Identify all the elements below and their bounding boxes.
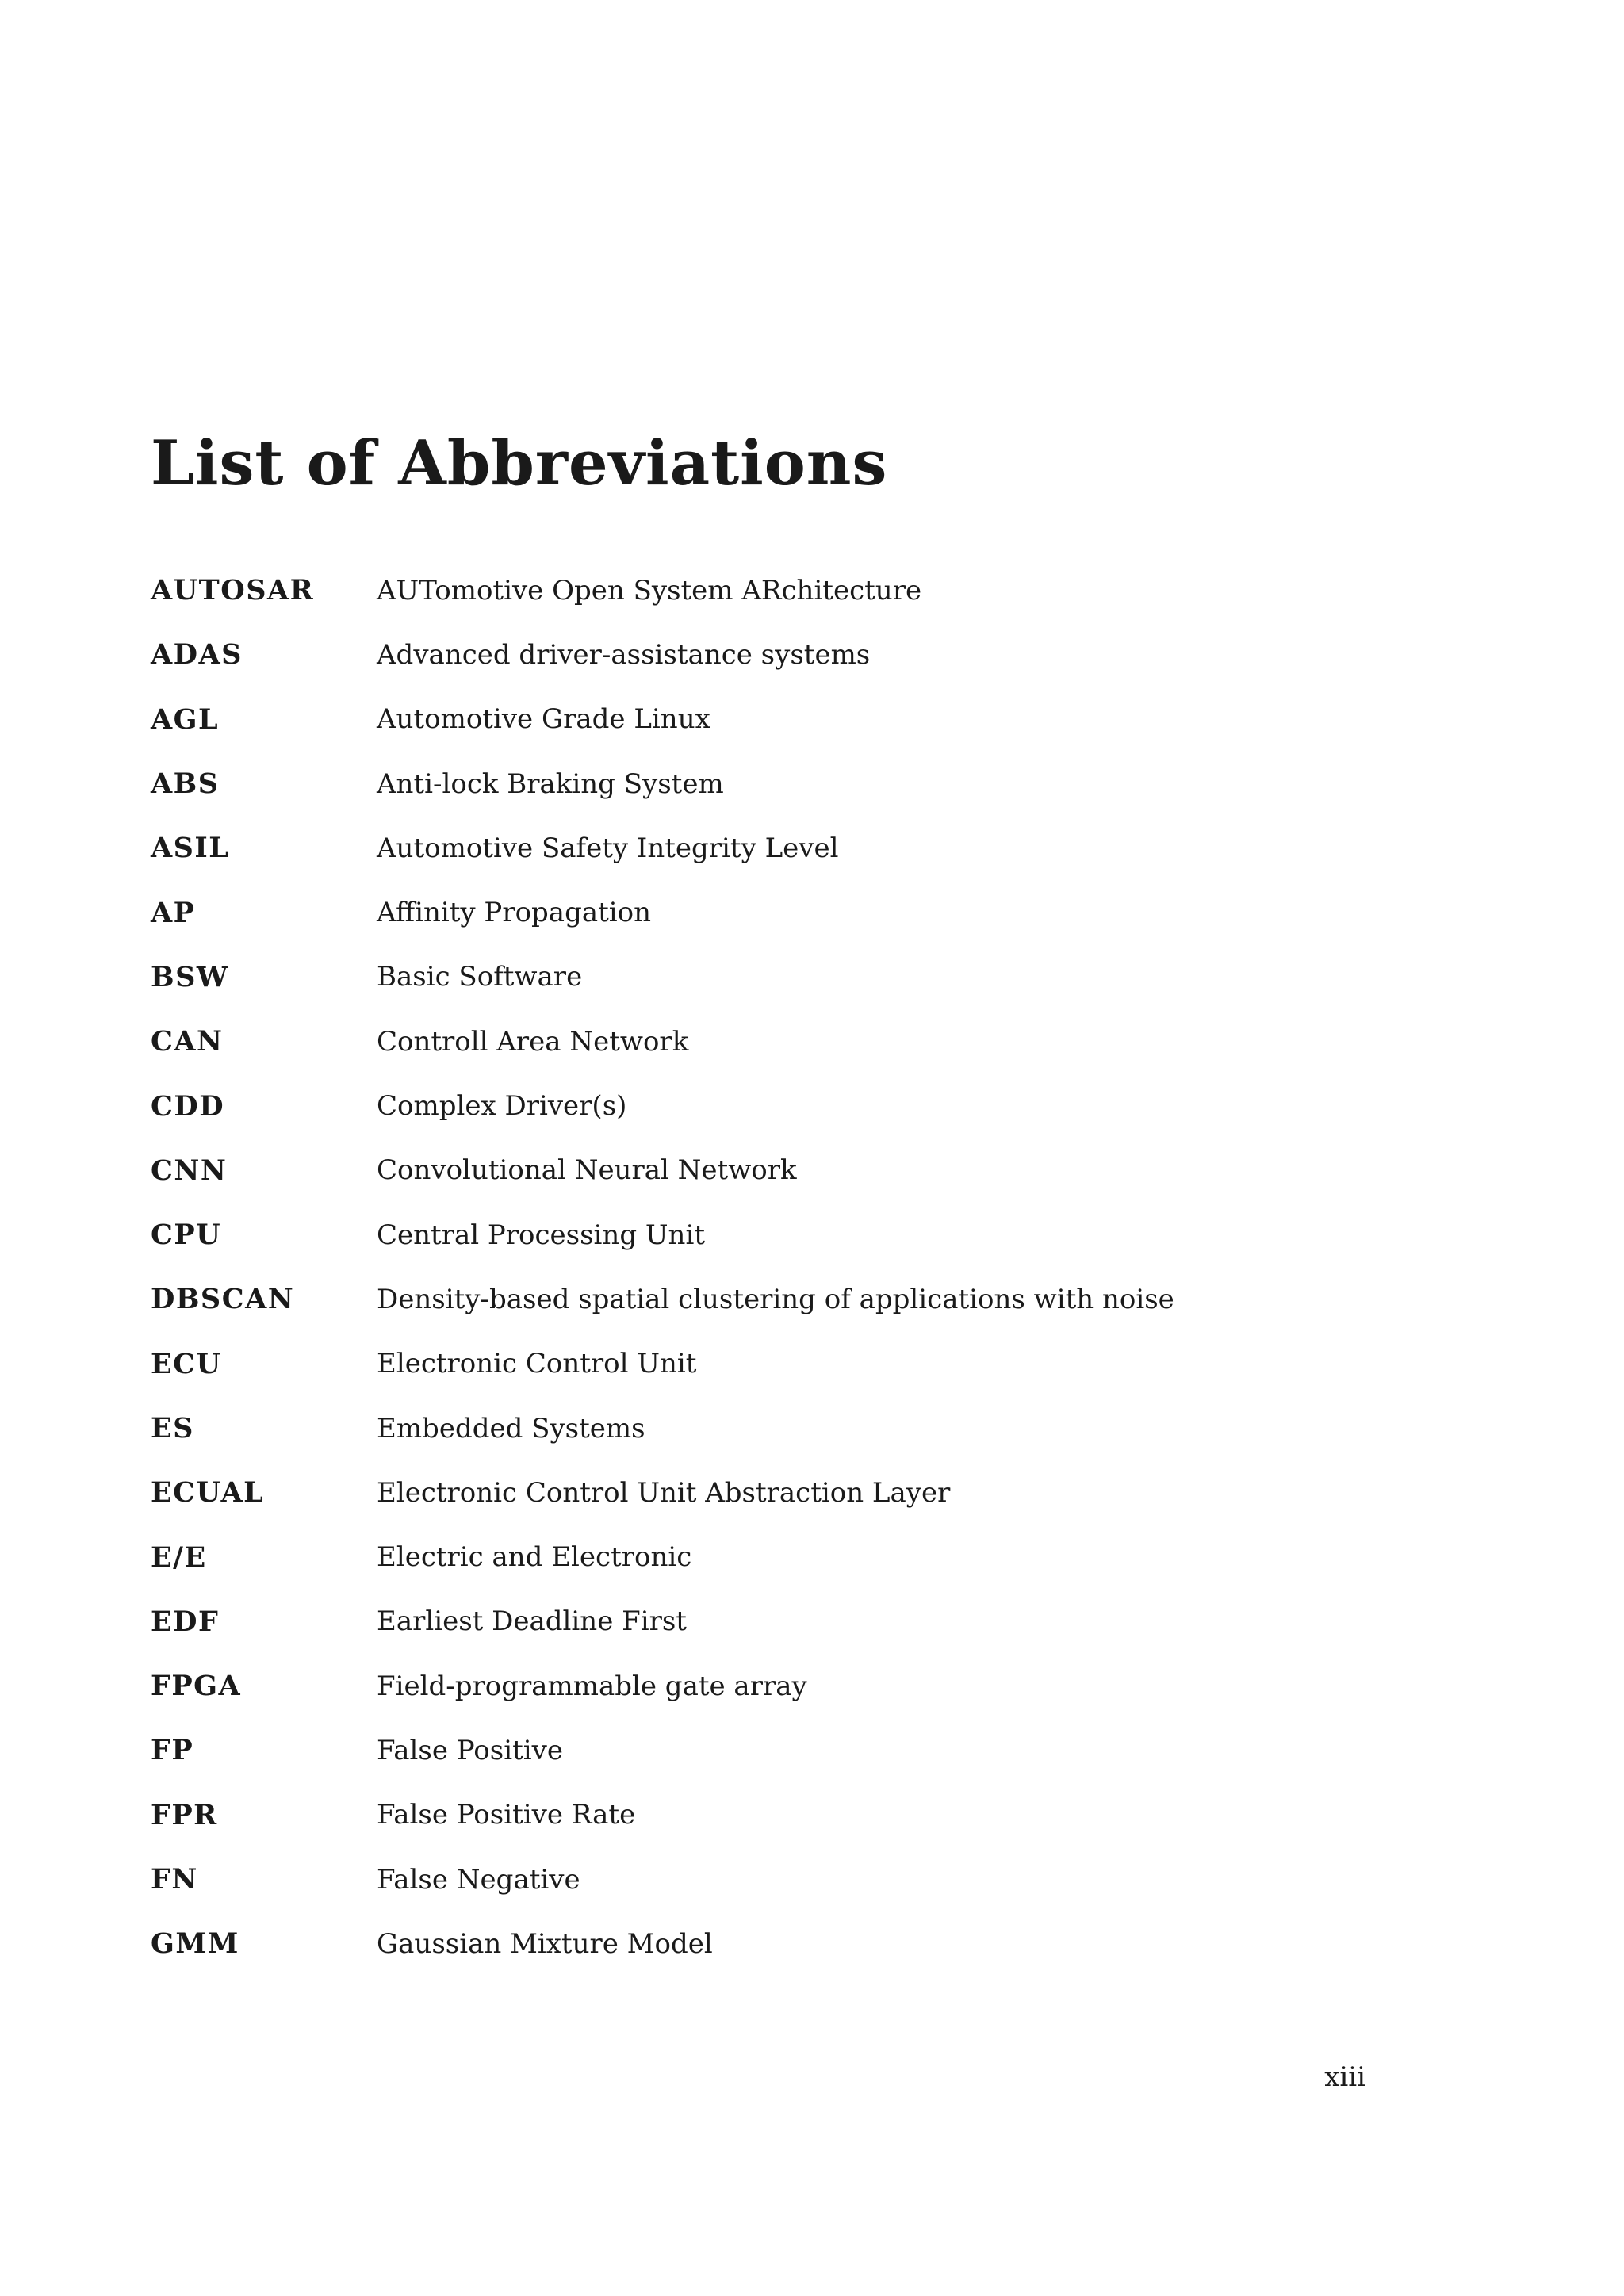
abbreviation-definition: Anti-lock Braking System: [377, 767, 724, 800]
abbreviation-definition: False Positive: [377, 1734, 563, 1766]
abbreviation-row: [151, 945, 1388, 1009]
abbreviation-definition: Earliest Deadline First: [377, 1605, 687, 1638]
abbreviation-definition: Electronic Control Unit Abstraction Layer: [377, 1476, 951, 1509]
abbreviation-term: FPR: [151, 1798, 218, 1831]
abbreviation-term: GMM: [151, 1927, 239, 1961]
abbreviation-term: ADAS: [151, 638, 243, 672]
abbreviation-definition: False Positive Rate: [377, 1799, 636, 1831]
abbreviation-row: [151, 1396, 1388, 1460]
abbreviation-row: [151, 1911, 1388, 1976]
abbreviation-term: E/E: [151, 1540, 207, 1574]
abbreviation-term: FN: [151, 1863, 198, 1896]
chapter-title: List of Abbreviations: [151, 427, 888, 499]
abbreviation-term: DBSCAN: [151, 1283, 295, 1316]
abbreviation-row: [151, 1847, 1388, 1911]
abbreviation-row: [151, 1073, 1388, 1138]
abbreviation-row: [151, 880, 1388, 944]
abbreviation-row: [151, 1267, 1388, 1331]
abbreviation-term: AUTOSAR: [151, 574, 315, 607]
abbreviation-term: ECUAL: [151, 1476, 265, 1510]
abbreviation-row: [151, 816, 1388, 880]
abbreviation-row: [151, 1332, 1388, 1396]
abbreviation-definition: Density-based spatial clustering of applications with noise: [377, 1283, 1174, 1315]
abbreviation-term: CAN: [151, 1025, 224, 1058]
abbreviation-row: [151, 1783, 1388, 1847]
abbreviation-term: BSW: [151, 960, 229, 993]
abbreviation-term: ASIL: [151, 832, 230, 865]
abbreviation-definition: Automotive Grade Linux: [377, 703, 710, 736]
abbreviation-row: [151, 622, 1388, 687]
abbreviation-term: AP: [151, 896, 196, 929]
abbreviation-definition: False Negative: [377, 1863, 580, 1896]
abbreviation-list: [151, 558, 1388, 1976]
abbreviation-row: [151, 1203, 1388, 1267]
abbreviation-term: FPGA: [151, 1670, 242, 1703]
abbreviation-row: [151, 1718, 1388, 1782]
abbreviation-row: [151, 1009, 1388, 1073]
abbreviation-definition: Gaussian Mixture Model: [377, 1927, 713, 1960]
abbreviation-row: [151, 687, 1388, 752]
abbreviation-definition: Central Processing Unit: [377, 1219, 705, 1251]
abbreviation-row: [151, 1138, 1388, 1203]
abbreviation-definition: AUTomotive Open System ARchitecture: [377, 574, 922, 607]
abbreviation-term: ABS: [151, 767, 220, 801]
abbreviation-term: CNN: [151, 1154, 228, 1187]
abbreviation-definition: Complex Driver(s): [377, 1090, 627, 1123]
abbreviation-row: [151, 1525, 1388, 1589]
abbreviation-term: EDF: [151, 1605, 220, 1638]
abbreviation-definition: Convolutional Neural Network: [377, 1154, 797, 1187]
abbreviation-term: ES: [151, 1412, 194, 1445]
abbreviation-term: AGL: [151, 702, 220, 736]
abbreviation-definition: Embedded Systems: [377, 1412, 645, 1445]
abbreviation-definition: Automotive Safety Integrity Level: [377, 832, 839, 864]
abbreviation-row: [151, 1654, 1388, 1718]
page-number: xiii: [1324, 2061, 1365, 2093]
abbreviation-definition: Advanced driver-assistance systems: [377, 638, 871, 671]
abbreviation-row: [151, 1460, 1388, 1525]
abbreviation-definition: Controll Area Network: [377, 1025, 689, 1058]
abbreviation-row: [151, 752, 1388, 816]
abbreviation-term: CDD: [151, 1089, 225, 1123]
abbreviation-term: FP: [151, 1734, 194, 1767]
abbreviation-definition: Affinity Propagation: [377, 897, 652, 929]
abbreviation-term: ECU: [151, 1347, 222, 1380]
abbreviation-definition: Field-programmable gate array: [377, 1670, 807, 1702]
abbreviation-definition: Electronic Control Unit: [377, 1348, 697, 1380]
abbreviation-row: [151, 558, 1388, 622]
abbreviation-term: CPU: [151, 1219, 222, 1252]
abbreviation-definition: Basic Software: [377, 961, 583, 993]
abbreviation-definition: Electric and Electronic: [377, 1541, 692, 1574]
abbreviation-row: [151, 1590, 1388, 1654]
